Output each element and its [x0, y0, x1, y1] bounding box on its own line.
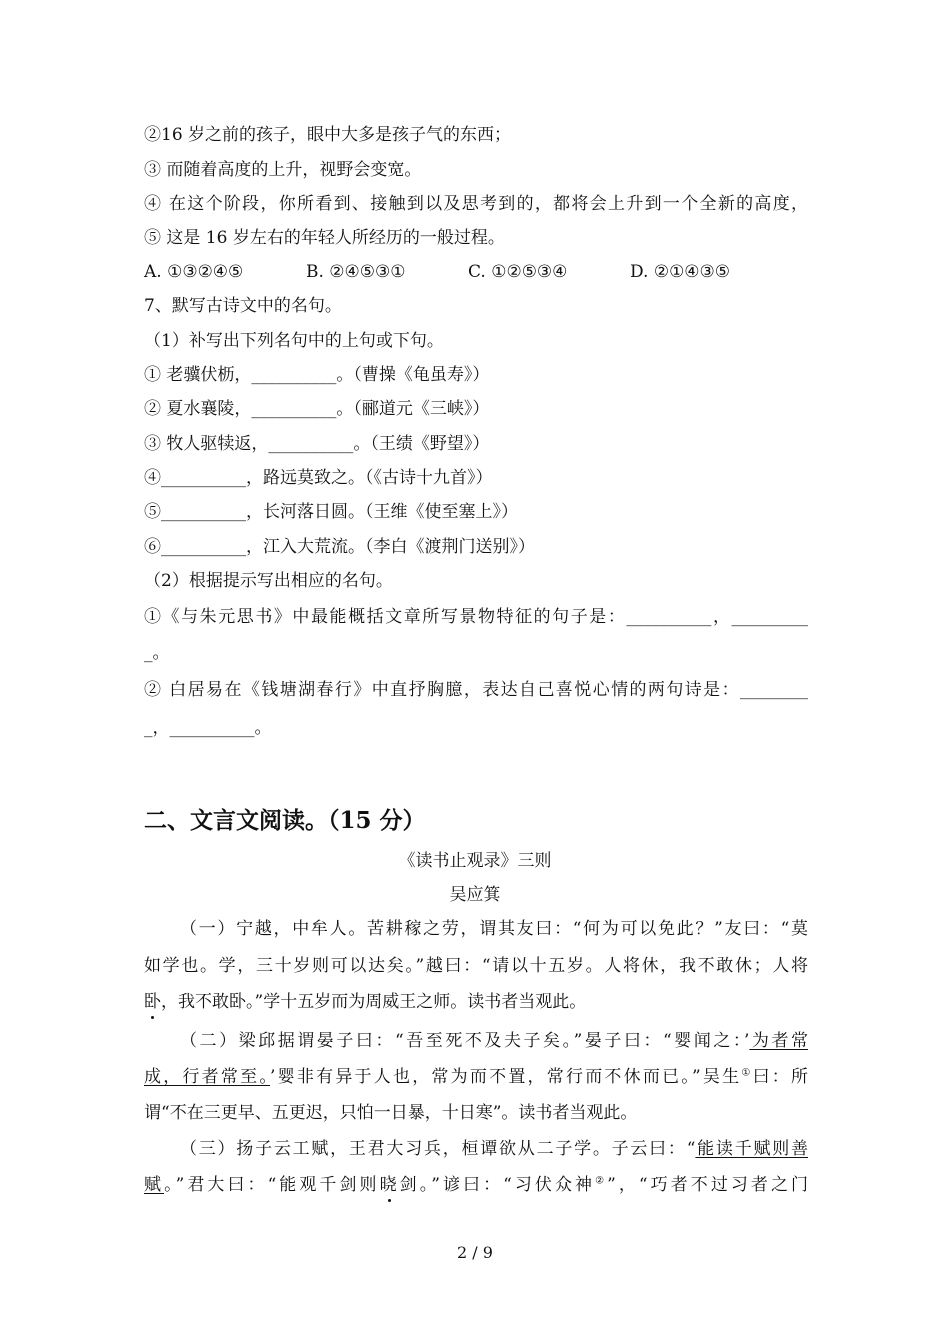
- passage-1-line-2: 如学也。学，三十岁则可以达矣。”越曰：“请以十五岁。人将休，我不敢休；人将: [144, 956, 808, 976]
- emphasis-dot-char: 晓: [379, 1175, 400, 1195]
- q6-sentence-2: ②16 岁之前的孩子，眼中大多是孩子气的东西；: [144, 125, 512, 145]
- option-a: A. ①③②④⑤: [144, 262, 244, 282]
- q6-sentence-4: ④ 在这个阶段，你所看到、接触到以及思考到的，都将会上升到一个全新的高度，: [144, 194, 808, 214]
- passage-3-line-2: 赋。”君大曰：“能观千剑则晓剑。”谚曰：“习伏众神②”，“巧者不过习者之门: [144, 1175, 809, 1195]
- passage-2-line-1: （二）梁邱据谓晏子曰：“吾至死不及夫子矣。”晏子曰：“婴闻之：’为者常: [180, 1031, 808, 1051]
- option-d: D. ②①④③⑤: [630, 262, 731, 282]
- q7-part2-title: （2）根据提示写出相应的名句。: [144, 571, 393, 591]
- underlined-phrase: 赋: [144, 1175, 165, 1195]
- q7-item-3: ③ 牧人驱犊返，__________。（王绩《野望》）: [144, 434, 490, 454]
- passage-3-line-1: （三）扬子云工赋，王君大习兵，桓谭欲从二子学。子云曰：“能读千赋则善: [180, 1139, 808, 1159]
- page-number: 2 / 9: [457, 1243, 493, 1262]
- q7-item-2: ② 夏水襄陵，__________。（郦道元《三峡》）: [144, 399, 490, 419]
- passage-title: 《读书止观录》三则: [398, 851, 552, 871]
- underlined-phrase: 能读千赋则善: [695, 1139, 808, 1159]
- passage-author: 吴应箕: [449, 885, 501, 905]
- q7-part2-q1-line1: ①《与朱元思书》中最能概括文章所写景物特征的句子是：__________，_________: [144, 607, 808, 627]
- passage-2-line-3: 谓“不在三更早、五更迟，只怕一日暴，十日寒”。读书者当观此。: [144, 1103, 638, 1123]
- q7-item-4: ④__________，路远莫致之。（《古诗十九首》）: [144, 468, 493, 488]
- passage-2-line-2: 成，行者常至。’婴非有异于人也，常为而不置，常行而不休而已。”吴生①曰：所: [144, 1067, 809, 1087]
- footnote-mark-1: ①: [741, 1067, 753, 1079]
- q7-item-6: ⑥__________，江入大荒流。（李白《渡荆门送别》）: [144, 537, 535, 557]
- q7-item-1: ① 老骥伏枥，__________。（曹操《龟虽寿》）: [144, 365, 490, 385]
- q7-part1-title: （1）补写出下列名句中的上句或下句。: [144, 331, 444, 351]
- section-heading: 二、文言文阅读。（15 分）: [144, 807, 426, 834]
- passage-1-line-1: （一）宁越，中牟人。苦耕稼之劳，谓其友曰：“何为可以免此？”友曰：“莫: [180, 919, 808, 939]
- footnote-mark-2: ②: [595, 1175, 608, 1187]
- emphasis-dot-char: 卧: [144, 992, 161, 1012]
- underlined-phrase: 为者常: [749, 1031, 808, 1051]
- q7-part2-q2-line2: _，__________。: [144, 718, 272, 738]
- q7-part2-q1-line2: _。: [144, 643, 170, 663]
- q6-sentence-5: ⑤ 这是 16 岁左右的年轻人所经历的一般过程。: [144, 228, 505, 248]
- underlined-phrase: 成，行者常至。: [144, 1067, 271, 1087]
- q7-item-5: ⑤__________，长河落日圆。（王维《使至塞上》）: [144, 502, 518, 522]
- option-c: C. ①②⑤③④: [468, 262, 568, 282]
- q7-title: 7、默写古诗文中的名句。: [144, 296, 342, 316]
- q6-sentence-3: ③ 而随着高度的上升，视野会变宽。: [144, 160, 422, 180]
- passage-1-line-3: 卧，我不敢卧。”学十五岁而为周威王之师。读书者当观此。: [144, 992, 587, 1012]
- option-b: B. ②④⑤③①: [306, 262, 406, 282]
- q7-part2-q2-line1: ② 白居易在《钱塘湖春行》中直抒胸臆，表达自己喜悦心情的两句诗是：________: [144, 680, 808, 700]
